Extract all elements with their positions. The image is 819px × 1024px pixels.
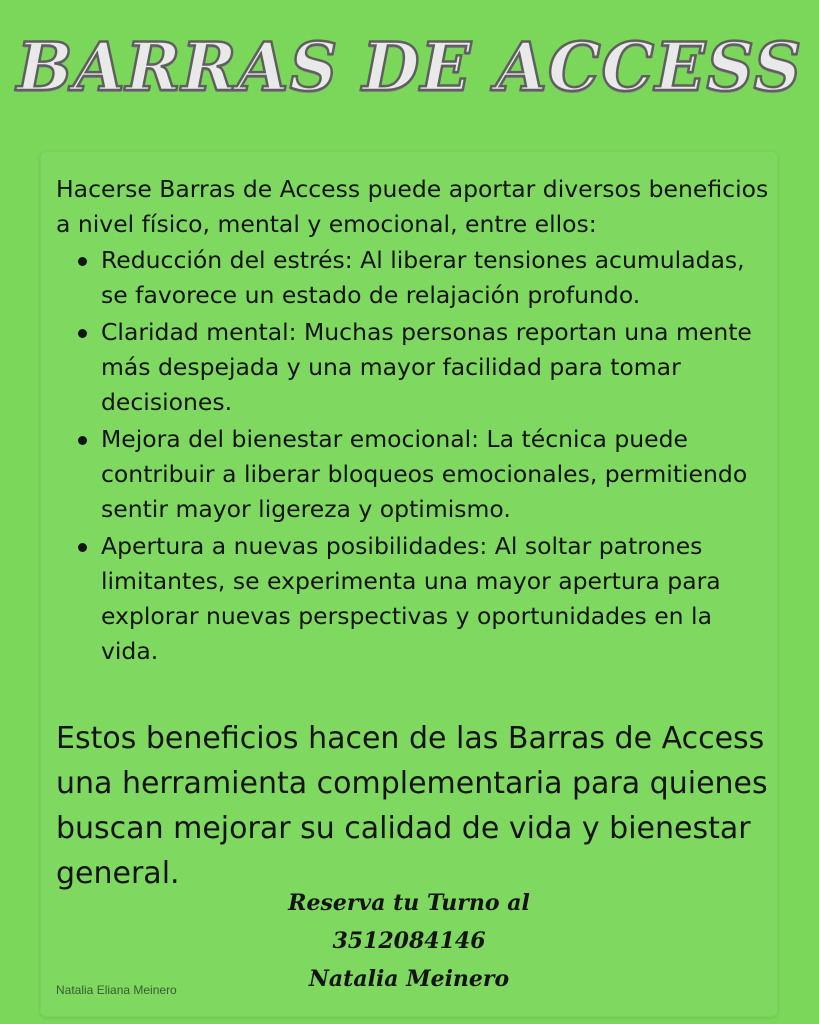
benefit-item (56, 529, 776, 669)
booking-line: Reserva tu Turno al (288, 890, 530, 916)
benefit-text: Claridad mental: Muchas personas reportan una mente más despejada y una mayor facilidad para tomar decisiones. (101, 318, 752, 416)
benefit-item (56, 315, 776, 420)
bullet-icon (78, 543, 87, 552)
booking-call-to-action (209, 884, 609, 998)
benefit-item (56, 243, 776, 313)
bullet-icon (78, 436, 87, 445)
benefits-list (56, 243, 776, 671)
benefit-text: Reducción del estrés: Al liberar tensiones acumuladas, se favorece un estado de relajación profundo. (101, 246, 745, 309)
benefit-text: Apertura a nuevas posibilidades: Al soltar patrones limitantes, se experimenta una mayor apertura para explorar nuevas perspectivas y oportunidades en la vida. (101, 532, 721, 665)
practitioner-name: Natalia Meinero (308, 966, 510, 992)
page-title: BARRAS DE ACCESS (16, 28, 803, 106)
bullet-icon (78, 329, 87, 338)
intro-text: Hacerse Barras de Access puede aportar diversos beneficios a nivel físico, mental y emocional, entre ellos: (56, 175, 769, 238)
phone-number: 3512084146 (332, 928, 486, 954)
bullet-icon (78, 257, 87, 266)
closing-text: Estos beneficios hacen de las Barras de Access una herramienta complementaria para quienes buscan mejorar su calidad de vida y bienestar general. (56, 721, 768, 891)
benefit-text: Mejora del bienestar emocional: La técnica puede contribuir a liberar bloqueos emocionales, permitiendo sentir mayor ligereza y optimismo. (101, 425, 748, 523)
benefit-item (56, 422, 776, 527)
author-credit: Natalia Eliana Meinero (56, 983, 177, 997)
